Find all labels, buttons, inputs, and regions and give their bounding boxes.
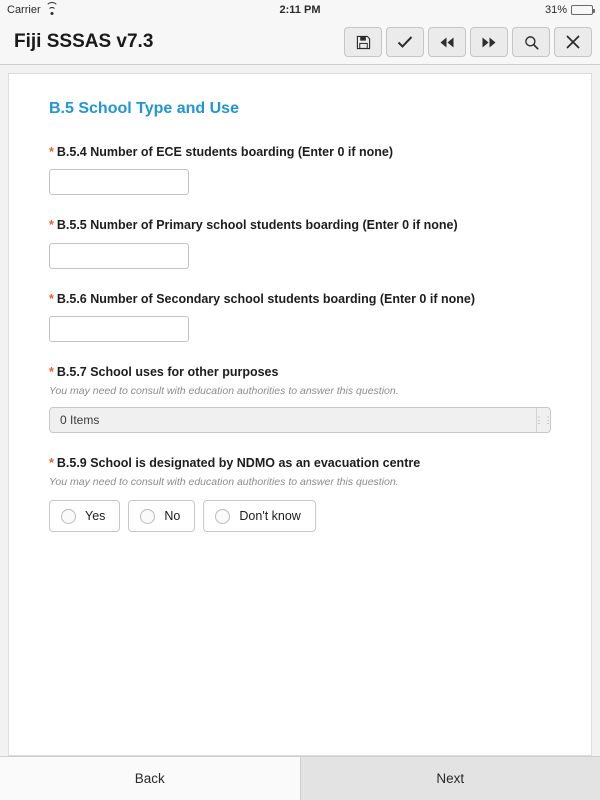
radio-option-yes[interactable] <box>49 500 120 532</box>
question-label <box>49 217 551 233</box>
question-text: B.5.9 School is designated by NDMO as an evacuation centre <box>56 456 421 470</box>
question-label <box>49 291 551 307</box>
question-b55 <box>49 217 551 268</box>
radio-circle-icon <box>61 509 76 524</box>
other-purposes-multiselect[interactable] <box>49 407 551 433</box>
nav-button-group <box>344 27 592 57</box>
question-label <box>49 455 551 471</box>
battery-percent-label: 31% <box>544 4 567 16</box>
radio-option-dont-know[interactable] <box>203 500 315 532</box>
question-b54 <box>49 144 551 195</box>
required-marker: * <box>49 456 54 470</box>
radio-label: No <box>164 509 181 524</box>
status-bar <box>0 0 600 20</box>
radio-option-no[interactable] <box>128 500 195 532</box>
content-area <box>0 65 600 756</box>
battery-icon <box>571 5 593 15</box>
form-card <box>8 73 592 756</box>
resize-grip-icon: ⋮⋮ <box>536 408 550 432</box>
evacuation-centre-radio-group <box>49 500 551 532</box>
multiselect-value: 0 Items <box>60 413 100 427</box>
status-right <box>545 4 593 16</box>
secondary-boarding-input[interactable] <box>49 316 189 342</box>
required-marker: * <box>49 364 54 379</box>
question-text: B.5.6 Number of Secondary school students boarding (Enter 0 if none) <box>56 291 475 306</box>
status-time: 2:11 PM <box>279 4 321 16</box>
required-marker: * <box>49 291 54 306</box>
previous-button[interactable] <box>428 27 466 57</box>
radio-circle-icon <box>140 509 155 524</box>
question-b56 <box>49 291 551 342</box>
check-icon <box>397 35 413 49</box>
confirm-button[interactable] <box>386 27 424 57</box>
back-button[interactable]: Back <box>0 757 300 800</box>
question-text: B.5.5 Number of Primary school students boarding (Enter 0 if none) <box>56 218 458 233</box>
bottom-navigation-bar <box>0 756 600 800</box>
question-b57 <box>49 364 551 433</box>
next-button[interactable]: Next <box>300 757 600 800</box>
radio-label: Don't know <box>239 509 301 524</box>
section-title: B.5 School Type and Use <box>49 100 239 117</box>
close-button[interactable] <box>554 27 592 57</box>
question-text: B.5.4 Number of ECE students boarding (Enter 0 if none) <box>56 145 394 159</box>
forward-button[interactable] <box>470 27 508 57</box>
navigation-bar <box>0 20 600 65</box>
required-marker: * <box>49 218 54 233</box>
fast-forward-icon <box>481 36 497 49</box>
close-icon <box>566 35 580 49</box>
magnifier-icon <box>524 35 539 50</box>
carrier-label: Carrier <box>7 4 41 16</box>
primary-boarding-input[interactable] <box>49 243 189 269</box>
required-marker: * <box>49 145 54 159</box>
radio-circle-icon <box>215 509 230 524</box>
floppy-disk-icon <box>356 35 371 50</box>
question-hint: You may need to consult with education authorities to answer this question. <box>49 476 399 489</box>
question-label <box>49 144 551 160</box>
search-button[interactable] <box>512 27 550 57</box>
save-button[interactable] <box>344 27 382 57</box>
question-label <box>49 364 551 380</box>
question-text: B.5.7 School uses for other purposes <box>56 364 279 379</box>
page-title: Fiji SSSAS v7.3 <box>14 31 154 52</box>
question-b59 <box>49 455 551 532</box>
rewind-icon <box>439 36 455 49</box>
question-hint: You may need to consult with education authorities to answer this question. <box>49 385 399 397</box>
radio-label: Yes <box>85 509 106 524</box>
ece-boarding-input[interactable] <box>49 169 189 195</box>
